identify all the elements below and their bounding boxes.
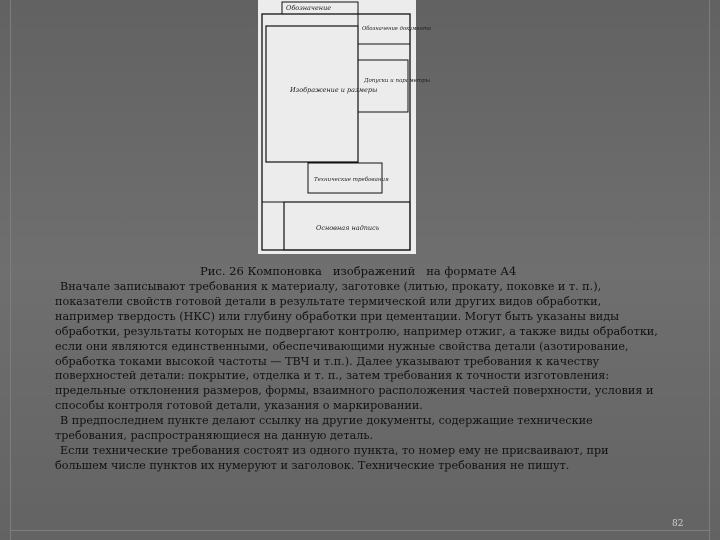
tech-req-box-label: Технические требования [314, 177, 389, 183]
figure-caption: Рис. 26 Компоновка изображений на формате А4 [200, 264, 517, 278]
tolerances-box-label: Допуски и параметры [364, 78, 431, 84]
layout-drawing [258, 0, 431, 254]
header-tab-label: Обозначение [286, 4, 332, 12]
paragraph-2: В предпоследнем пункте делают ссылку на другие документы, содержащие технические требования, распространяющиеся на данную деталь. [55, 414, 593, 443]
frame-bottom-line [10, 530, 710, 531]
body-text [55, 280, 660, 474]
frame-left-line [10, 0, 11, 540]
paragraph-1: Вначале записывают требования к материалу, заготовке (литью, прокату, поковке и т. п.), показатели свойств готовой детали в результате термической или других видов обработки, например твердость (НКС) или глубину обработки при цементации. Могут быть указаны виды обработки, результаты которых не подвергают контролю, например отжиг, а также виды обработки, если они являются единственными, обеспечивающими нужные свойства детали (азотирование, обработка токами высокой частоты — ТВЧ и т.п.). Далее указывают требования к качеству поверхностей детали: покрытие, отделка и т. п., затем требования к точности изготовления: предельные отклонения размеров, формы, взаимного расположения частей поверхности, условия и способы контроля готовой детали, указания о маркировании. [55, 280, 658, 413]
paragraph-3: Если технические требования состоят из одного пункта, то номер ему не присваивают, при большем числе пунктов их нумеруют и заголовок. Технические требования не пишут. [55, 443, 609, 472]
images-box-label: Изображение и размеры [290, 86, 378, 94]
frame-right-line [709, 0, 710, 540]
page-number: 82 [672, 519, 684, 529]
designation-box-label: Обозначение документа [362, 26, 431, 32]
title-block-label: Основная надпись [316, 224, 380, 232]
layout-figure [258, 0, 431, 254]
